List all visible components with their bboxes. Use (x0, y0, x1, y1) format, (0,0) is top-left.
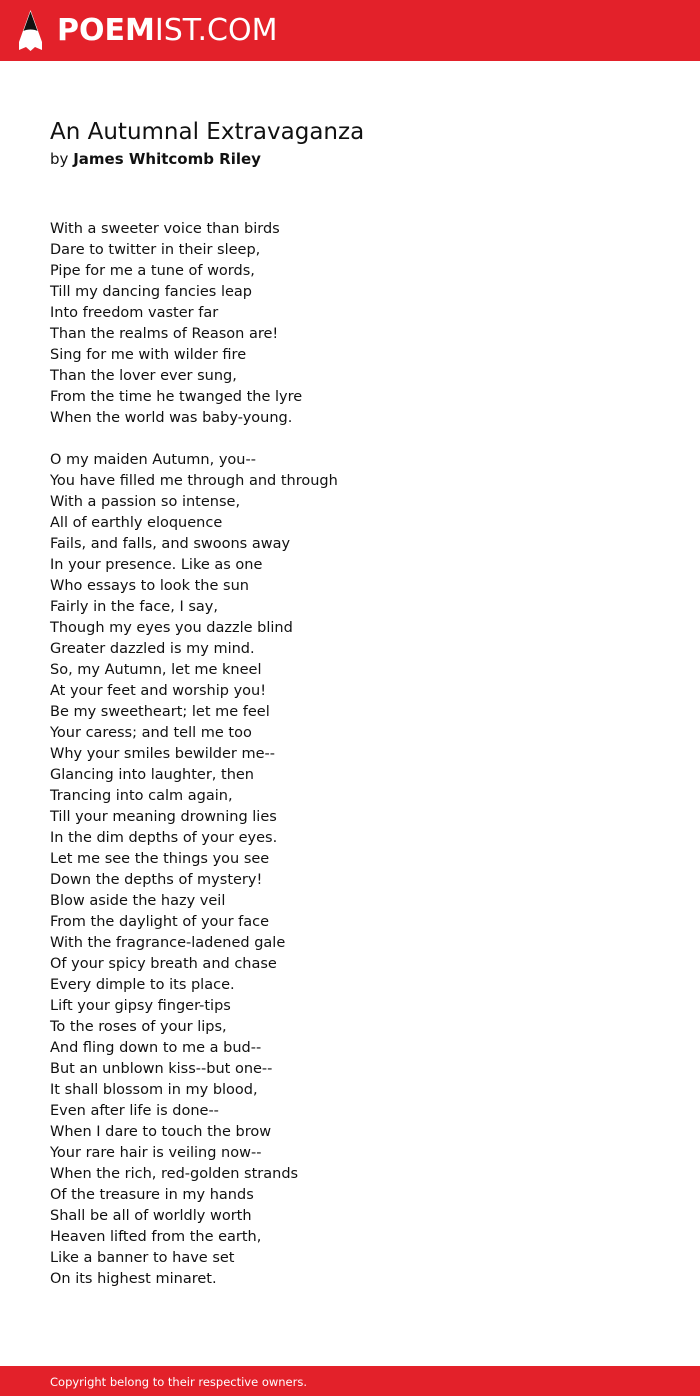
poem-line: But an unblown kiss--but one-- (50, 1061, 273, 1077)
poem-line: From the daylight of your face (50, 914, 270, 930)
poem-line: Even after life is done-- (50, 1103, 219, 1119)
poem-line: Of your spicy breath and chase (50, 956, 277, 972)
poem-line: In your presence. Like as one (50, 557, 263, 573)
site-footer (0, 1366, 700, 1396)
poem-byline (50, 148, 261, 170)
poem-line: Trancing into calm again, (50, 788, 233, 804)
poem-line: With the fragrance-ladened gale (50, 935, 286, 951)
poem-line: Fails, and falls, and swoons away (50, 536, 291, 552)
poem-line: Be my sweetheart; let me feel (50, 704, 270, 720)
poem-line: Into freedom vaster far (50, 305, 219, 321)
poem-line: When the world was baby-young. (50, 410, 293, 426)
poem-line: So, my Autumn, let me kneel (50, 662, 262, 678)
poem-stanza (50, 450, 650, 1290)
poem-stanza (50, 219, 650, 429)
copyright-text: Copyright belong to their respective owners. (50, 1375, 308, 1389)
poem-line: O my maiden Autumn, you-- (50, 452, 256, 468)
poem-line: Down the depths of mystery! (50, 872, 263, 888)
poem-line: Your rare hair is veiling now-- (50, 1145, 262, 1161)
poem-line: When I dare to touch the brow (50, 1124, 272, 1140)
poem-line: Than the lover ever sung, (50, 368, 237, 384)
poem-line: Let me see the things you see (50, 851, 270, 867)
logo-text-bold: POEM (57, 13, 155, 48)
poem-line: And fling down to me a bud-- (50, 1040, 262, 1056)
poem-line: When the rich, red-golden strands (50, 1166, 299, 1182)
poem-line: Like a banner to have set (50, 1250, 235, 1266)
pencil-icon (18, 10, 43, 52)
author-link[interactable]: James Whitcomb Riley (73, 150, 261, 168)
poem-line: Heaven lifted from the earth, (50, 1229, 262, 1245)
poem-body (50, 219, 650, 1311)
poem-line: Than the realms of Reason are! (50, 326, 279, 342)
poem-line: Why your smiles bewilder me-- (50, 746, 275, 762)
poem-line: From the time he twanged the lyre (50, 389, 303, 405)
poem-line: Till your meaning drowning lies (50, 809, 277, 825)
poem-line: Blow aside the hazy veil (50, 893, 226, 909)
poem-title: An Autumnal Extravaganza (50, 119, 365, 145)
poem-line: Of the treasure in my hands (50, 1187, 254, 1203)
poem-line: Though my eyes you dazzle blind (50, 620, 293, 636)
poem-line: It shall blossom in my blood, (50, 1082, 258, 1098)
poem-line: With a passion so intense, (50, 494, 241, 510)
poem-line: Lift your gipsy finger-tips (50, 998, 231, 1014)
poem-line: Greater dazzled is my mind. (50, 641, 255, 657)
site-logo-link[interactable] (18, 10, 277, 52)
site-header (0, 0, 700, 61)
poem-line: Dare to twitter in their sleep, (50, 242, 261, 258)
poem-line: To the roses of your lips, (50, 1019, 227, 1035)
poem-line: Shall be all of worldly worth (50, 1208, 252, 1224)
poem-line: Glancing into laughter, then (50, 767, 254, 783)
poem-line: Till my dancing fancies leap (50, 284, 253, 300)
poem-line: With a sweeter voice than birds (50, 221, 280, 237)
poem-line: In the dim depths of your eyes. (50, 830, 278, 846)
poem-line: Fairly in the face, I say, (50, 599, 218, 615)
poem-line: You have filled me through and through (50, 473, 338, 489)
logo-text-light: IST.COM (154, 13, 278, 48)
poem-line: Sing for me with wilder fire (50, 347, 247, 363)
poem-line: Who essays to look the sun (50, 578, 249, 594)
poem-line: Your caress; and tell me too (50, 725, 252, 741)
poem-line: Pipe for me a tune of words, (50, 263, 255, 279)
poem-line: On its highest minaret. (50, 1271, 217, 1287)
poem-line: Every dimple to its place. (50, 977, 235, 993)
byline-prefix: by (50, 150, 69, 168)
poem-line: At your feet and worship you! (50, 683, 267, 699)
logo-text (57, 10, 277, 52)
poem-line: All of earthly eloquence (50, 515, 223, 531)
